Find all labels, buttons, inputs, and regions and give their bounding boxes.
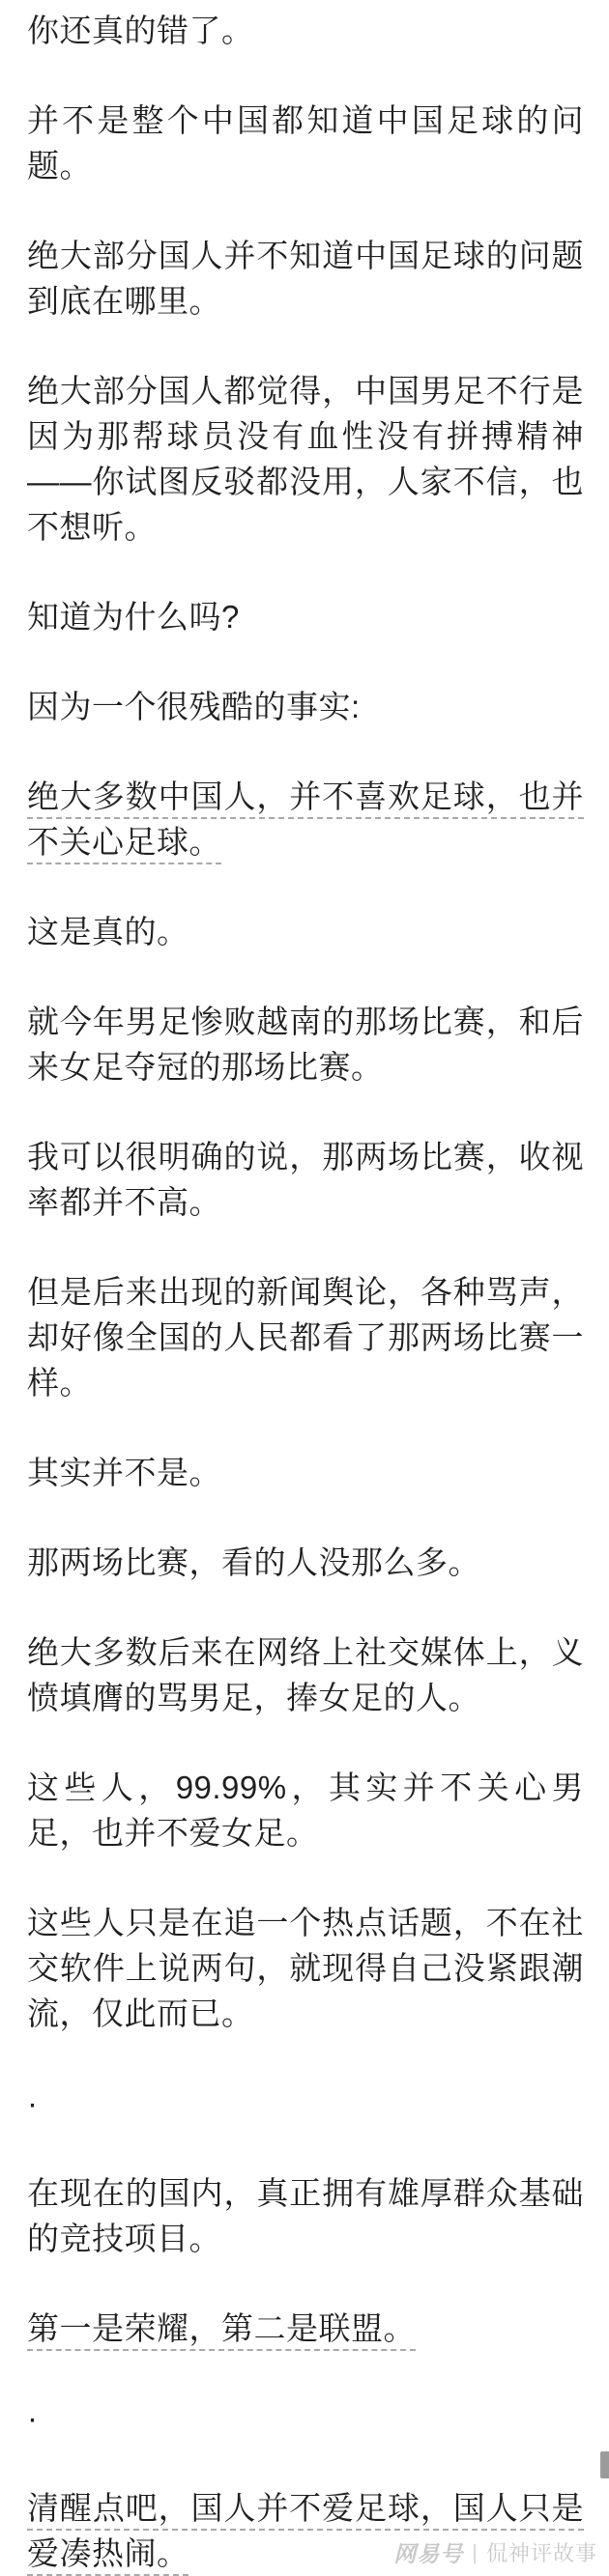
article-paragraph: 知道为什么吗? [27, 599, 240, 635]
article-paragraph: 其实并不是。 [27, 1455, 221, 1490]
article-paragraph: 这是真的。 [27, 914, 189, 949]
article-paragraph: 绝大部分国人并不知道中国足球的问题到底在哪里。 [27, 238, 584, 319]
article-paragraph: 绝大多数中国人，并不喜欢足球，也并不关心足球。 [27, 778, 584, 860]
watermark-divider: | [472, 2539, 478, 2564]
article-paragraph: 第一是荣耀，第二是联盟。 [27, 2310, 416, 2346]
article-paragraph: 绝大多数后来在网络上社交媒体上，义愤填膺的骂男足，捧女足的人。 [27, 1634, 584, 1715]
netease-watermark [393, 2536, 597, 2568]
article-paragraph: 我可以很明确的说，那两场比赛，收视率都并不高。 [27, 1139, 584, 1220]
article-paragraph: 绝大部分国人都觉得，中国男足不行是因为那帮球员没有血性没有拼搏精神——你试图反驳都没用，人家不信，也不想听。 [27, 373, 584, 545]
article-paragraph: 清醒点吧，国人并不爱足球，国人只是爱凑热闹。 [27, 2490, 584, 2571]
netease-logo: 网易号 [393, 2541, 464, 2566]
article-paragraph: 就今年男足惨败越南的那场比赛，和后来女足夺冠的那场比赛。 [27, 1004, 584, 1085]
separator-dot-paragraph: · [27, 2400, 39, 2436]
separator-dot-paragraph: · [27, 2085, 39, 2121]
article-paragraph: 但是后来出现的新闻舆论，各种骂声，却好像全国的人民都看了那两场比赛一样。 [27, 1274, 584, 1401]
article-paragraph: 那两场比赛，看的人没那么多。 [27, 1544, 480, 1580]
article-paragraph: 在现在的国内，真正拥有雄厚群众基础的竞技项目。 [27, 2175, 584, 2256]
article-paragraph: 因为一个很残酷的事实: [27, 689, 361, 724]
watermark-channel-name: 侃神评故事 [485, 2541, 597, 2565]
article-paragraph: 这些人，99.99%，其实并不关心男足，也并不爱女足。 [27, 1769, 584, 1851]
scrollbar-thumb[interactable] [600, 2451, 609, 2478]
article-paragraph: 并不是整个中国都知道中国足球的问题。 [27, 102, 584, 184]
article-paragraph: 这些人只是在追一个热点话题，不在社交软件上说两句，就现得自己没紧跟潮流，仅此而已。 [27, 1905, 584, 2031]
article-paragraph: 你还真的错了。 [27, 13, 254, 48]
